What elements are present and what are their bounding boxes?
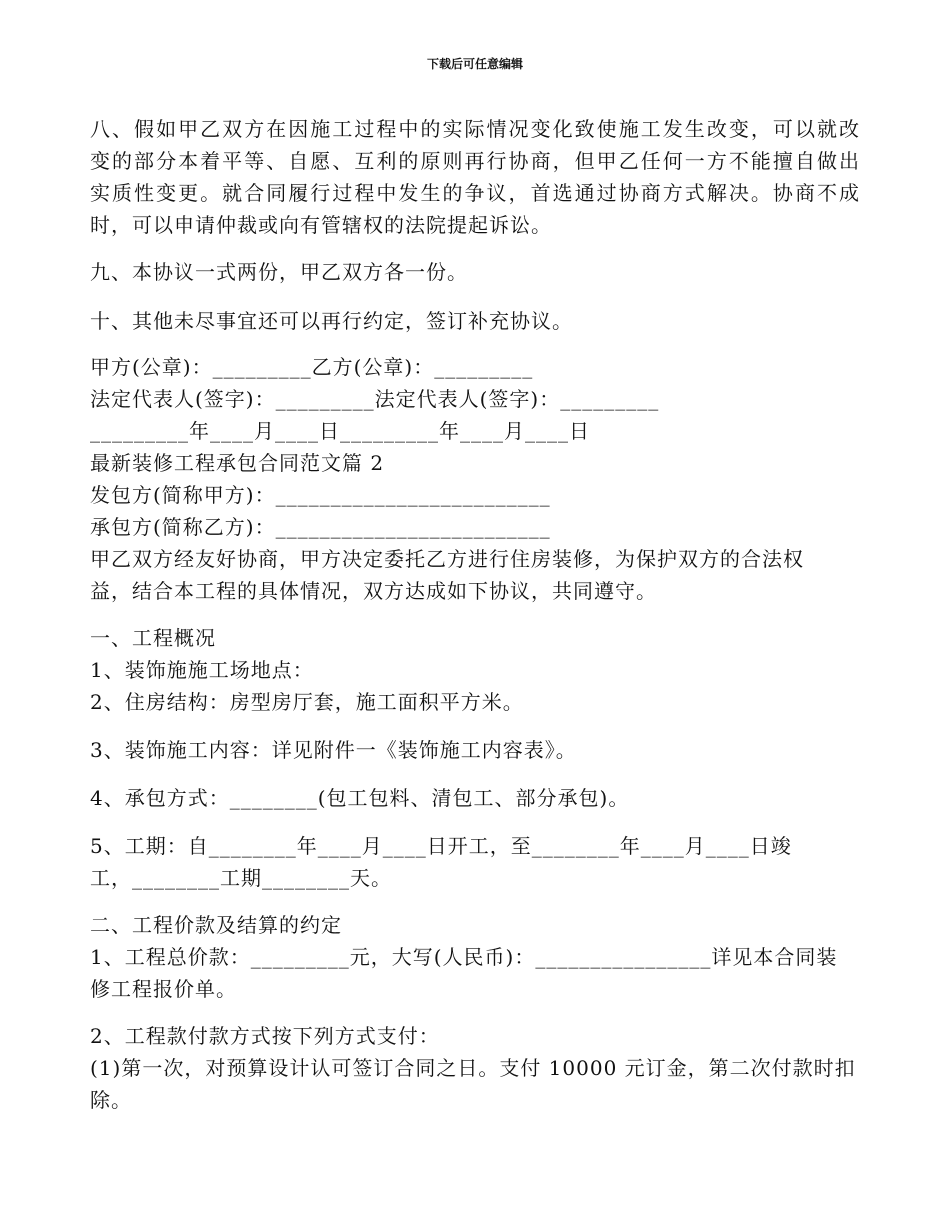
document-text-line: 十、其他未尽事宜还可以再行约定，签订补充协议。 <box>90 309 573 333</box>
document-text-line: 二、工程价款及结算的约定 <box>90 913 342 937</box>
document-text-line: 承包方(简称乙方)：_________________________ <box>90 515 551 539</box>
document-text-line: 1、工程总价款：_________元，大写(人民币)：________________详见本合同装 <box>90 945 838 969</box>
document-text-line: 5、工期：自________年____月____日开工，至________年____月____日竣 <box>90 834 792 858</box>
document-text-line: 最新装修工程承包合同范文篇 2 <box>90 451 385 475</box>
document-text-line: 八、假如甲乙双方在因施工过程中的实际情况变化致使施工发生改变，可以就改 <box>90 117 860 141</box>
document-text-line: (1)第一次，对预算设计认可签订合同之日。支付 10000 元订金，第二次付款时扣 <box>90 1056 856 1080</box>
document-text-line: 修工程报价单。 <box>90 977 237 1001</box>
page-header: 下载后可任意编辑 <box>426 57 523 71</box>
document-text-line: 法定代表人(签字)：_________法定代表人(签字)：_________ <box>90 387 660 411</box>
document-text-line: 实质性变更。就合同履行过程中发生的争议，首选通过协商方式解决。协商不成 <box>90 181 860 205</box>
document-text-line: 2、工程款付款方式按下列方式支付： <box>90 1024 440 1048</box>
document-text-line: 甲方(公章)：_________乙方(公章)：_________ <box>90 355 534 379</box>
document-text-line: 九、本协议一式两份，甲乙双方各一份。 <box>90 260 468 284</box>
document-text-line: 1、装饰施施工场地点： <box>90 658 314 682</box>
document-text-line: 4、承包方式：________(包工包料、清包工、部分承包)。 <box>90 786 630 810</box>
document-text-line: 益，结合本工程的具体情况，双方达成如下协议，共同遵守。 <box>90 579 657 603</box>
document-text-line: 发包方(简称甲方)：_________________________ <box>90 483 551 507</box>
document-text-line: 3、装饰施工内容：详见附件一《装饰施工内容表》。 <box>90 738 577 762</box>
document-text-line: 甲乙双方经友好协商，甲方决定委托乙方进行住房装修，为保护双方的合法权 <box>90 547 804 571</box>
document-text-line: 变的部分本着平等、自愿、互利的原则再行协商，但甲乙任何一方不能擅自做出 <box>90 149 860 173</box>
document-text-line: 工，________工期________天。 <box>90 866 392 890</box>
document-text-line: 一、工程概况 <box>90 626 216 650</box>
document-text-line: 除。 <box>90 1088 132 1112</box>
document-text-line: _________年____月____日_________年____月____日 <box>90 419 590 443</box>
document-text-line: 时，可以申请仲裁或向有管辖权的法院提起诉讼。 <box>90 213 552 237</box>
document-text-line: 2、住房结构：房型房厅套，施工面积平方米。 <box>90 690 524 714</box>
